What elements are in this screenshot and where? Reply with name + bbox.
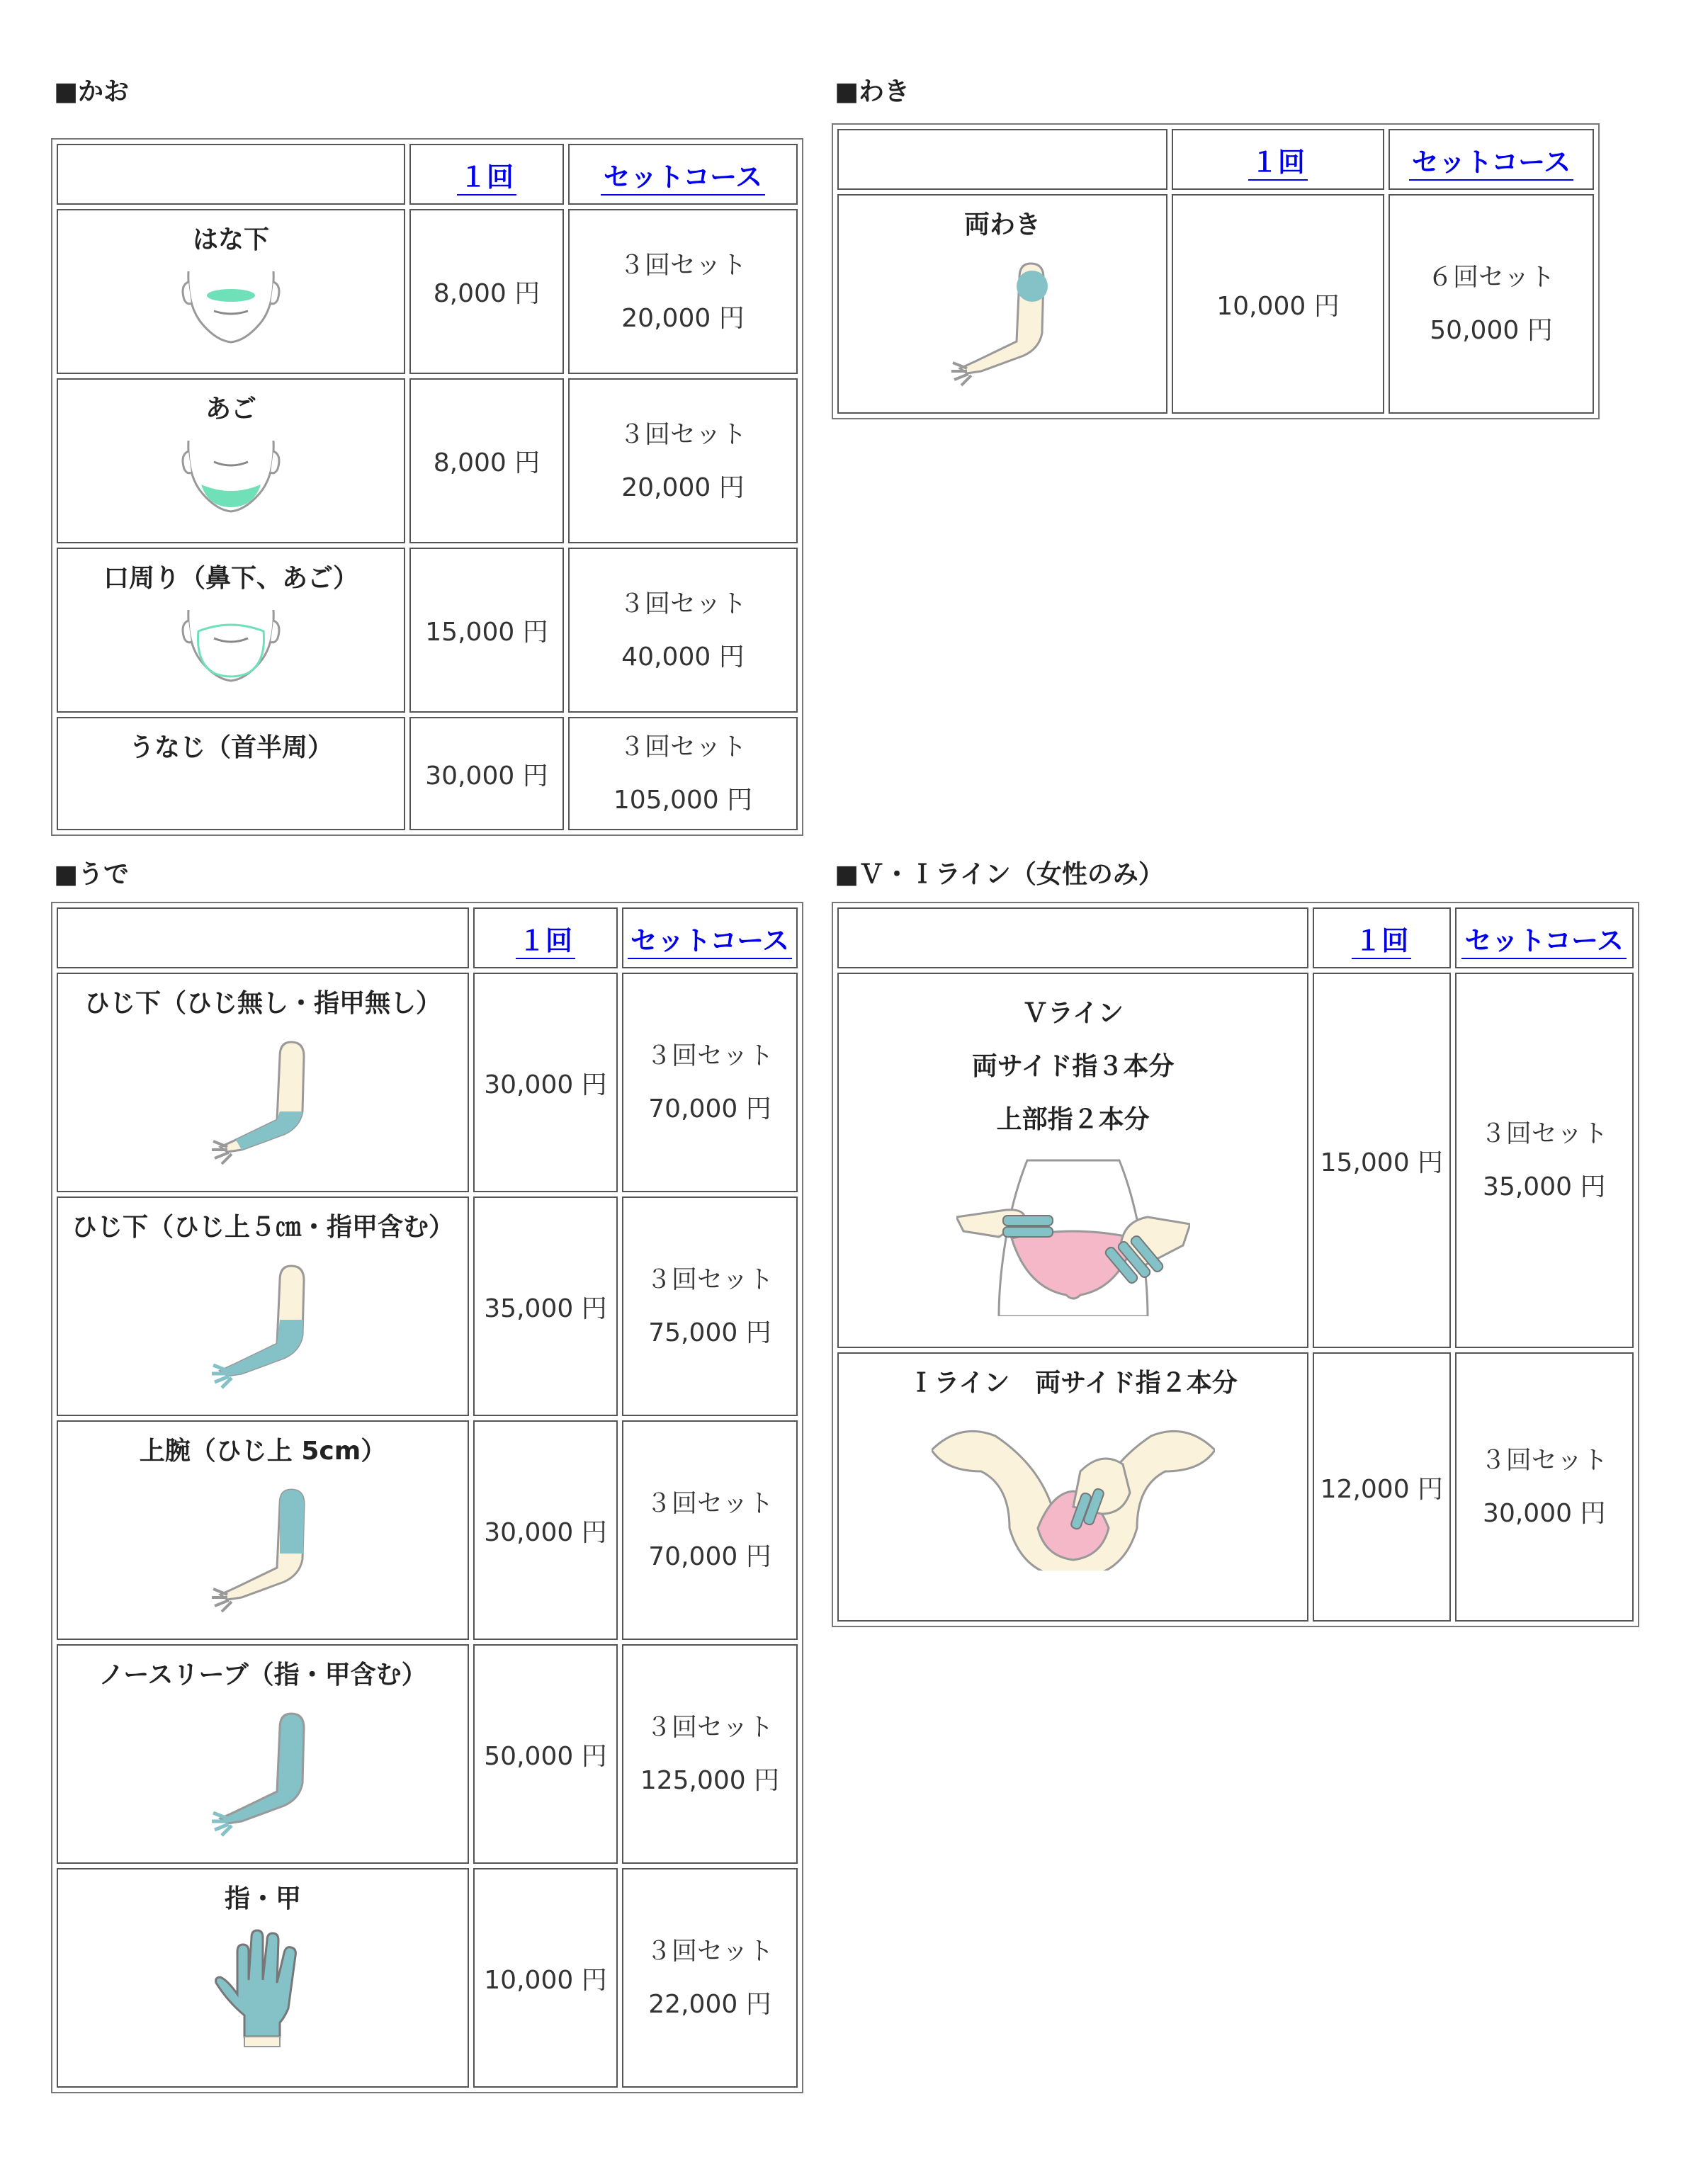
set-count: ３回セット bbox=[618, 250, 747, 280]
set-price: 35,000 円 bbox=[1483, 1172, 1606, 1201]
area-name: 口周り（鼻下、あご） bbox=[103, 564, 358, 593]
table-header-row bbox=[837, 129, 1594, 190]
table-row bbox=[57, 548, 798, 713]
area-name-detail: 両サイド指３本分 bbox=[971, 1052, 1175, 1081]
set-count: ３回セット bbox=[645, 1937, 774, 1966]
once-link[interactable]: １回 bbox=[457, 162, 516, 196]
section-heading: ■Ｖ・Ｉライン（女性のみ） bbox=[835, 860, 1164, 889]
set-price: 40,000 円 bbox=[621, 642, 745, 672]
set-cell bbox=[622, 973, 798, 1192]
set-price: 30,000 円 bbox=[1483, 1499, 1606, 1528]
area-name: あご bbox=[205, 395, 256, 424]
area-cell bbox=[57, 1644, 469, 1864]
area-cell bbox=[57, 548, 405, 713]
arm-full-icon bbox=[192, 1699, 334, 1841]
table-row bbox=[57, 973, 798, 1192]
header-blank bbox=[57, 907, 469, 968]
area-name-detail: 上部指２本分 bbox=[996, 1105, 1150, 1134]
arm-price-table bbox=[51, 902, 803, 2093]
set-count: ３回セット bbox=[645, 1489, 774, 1518]
table-header-row bbox=[57, 144, 798, 205]
area-cell bbox=[57, 1868, 469, 2088]
arm-underarm-icon bbox=[932, 249, 1073, 391]
area-cell bbox=[57, 209, 405, 374]
hand-icon bbox=[206, 1923, 319, 2051]
table-row bbox=[837, 973, 1634, 1348]
area-name: Ｖライン bbox=[1022, 999, 1124, 1028]
header-set bbox=[1389, 129, 1594, 190]
set-price: 75,000 円 bbox=[648, 1318, 771, 1347]
set-count: ３回セット bbox=[645, 1041, 774, 1070]
set-course-link[interactable]: セットコース bbox=[601, 162, 766, 196]
set-price: 125,000 円 bbox=[640, 1766, 780, 1795]
set-price: 20,000 円 bbox=[621, 303, 745, 333]
set-cell bbox=[1389, 194, 1594, 414]
set-cell bbox=[568, 378, 798, 543]
set-count: ３回セット bbox=[618, 589, 747, 618]
set-course-link[interactable]: セットコース bbox=[1461, 925, 1627, 959]
area-cell bbox=[837, 1352, 1308, 1622]
set-cell bbox=[568, 548, 798, 713]
set-count: ３回セット bbox=[618, 419, 747, 449]
face-chin-icon bbox=[167, 434, 295, 519]
arm-upper-icon bbox=[192, 1476, 334, 1617]
face-price-table bbox=[51, 138, 803, 836]
area-name: うなじ（首半周） bbox=[128, 733, 333, 762]
set-price: 50,000 円 bbox=[1430, 316, 1553, 345]
table-row bbox=[837, 194, 1594, 414]
set-price: 70,000 円 bbox=[648, 1542, 771, 1571]
area-cell bbox=[57, 973, 469, 1192]
arm-forearm-icon bbox=[192, 1028, 334, 1170]
set-price: 20,000 円 bbox=[621, 473, 745, 502]
once-price: 12,000 円 bbox=[1313, 1352, 1450, 1622]
table-row bbox=[57, 717, 798, 830]
header-once bbox=[1313, 907, 1450, 968]
table-row bbox=[57, 378, 798, 543]
area-name: 上腕（ひじ上 5cm） bbox=[139, 1437, 387, 1466]
area-name: 両わき bbox=[963, 210, 1041, 239]
area-name: ひじ下（ひじ上５㎝・指甲含む） bbox=[71, 1213, 454, 1242]
once-price: 50,000 円 bbox=[473, 1644, 618, 1864]
area-cell bbox=[57, 1196, 469, 1416]
once-price: 8,000 円 bbox=[409, 209, 564, 374]
once-link[interactable]: １回 bbox=[1248, 147, 1308, 181]
once-price: 30,000 円 bbox=[409, 717, 564, 830]
once-price: 30,000 円 bbox=[473, 1420, 618, 1640]
set-count: ３回セット bbox=[645, 1265, 774, 1294]
once-price: 8,000 円 bbox=[409, 378, 564, 543]
header-once bbox=[473, 907, 618, 968]
set-price: 22,000 円 bbox=[648, 1990, 771, 2019]
header-blank bbox=[837, 907, 1308, 968]
once-price: 15,000 円 bbox=[1313, 973, 1450, 1348]
once-link[interactable]: １回 bbox=[1352, 925, 1411, 959]
set-cell bbox=[622, 1196, 798, 1416]
area-name: はな下 bbox=[192, 225, 269, 254]
area-name: Ｉライン 両サイド指２本分 bbox=[908, 1369, 1238, 1398]
arm-forearm-hand-icon bbox=[192, 1252, 334, 1393]
area-cell bbox=[57, 378, 405, 543]
arm-section bbox=[54, 857, 129, 893]
table-row bbox=[837, 1352, 1634, 1622]
section-heading: ■かお bbox=[54, 77, 130, 106]
section-heading: ■わき bbox=[835, 77, 910, 106]
table-row bbox=[57, 1196, 798, 1416]
set-cell bbox=[1455, 1352, 1634, 1622]
table-row bbox=[57, 209, 798, 374]
underarm-price-table bbox=[832, 123, 1600, 419]
header-once bbox=[409, 144, 564, 205]
once-price: 10,000 円 bbox=[1172, 194, 1384, 414]
table-header-row bbox=[837, 907, 1634, 968]
header-set bbox=[568, 144, 798, 205]
once-price: 35,000 円 bbox=[473, 1196, 618, 1416]
table-row bbox=[57, 1420, 798, 1640]
v-line-icon bbox=[956, 1153, 1190, 1316]
set-count: ３回セット bbox=[1480, 1119, 1608, 1148]
header-once bbox=[1172, 129, 1384, 190]
set-course-link[interactable]: セットコース bbox=[1409, 147, 1574, 181]
vio-section bbox=[835, 857, 1164, 893]
area-cell bbox=[837, 973, 1308, 1348]
set-course-link[interactable]: セットコース bbox=[628, 925, 793, 959]
area-name: ひじ下（ひじ無し・指甲無し） bbox=[84, 989, 441, 1018]
header-blank bbox=[837, 129, 1167, 190]
table-row bbox=[57, 1644, 798, 1864]
section-heading: ■うで bbox=[54, 860, 130, 889]
area-cell bbox=[57, 717, 405, 830]
area-name: ノースリーブ（指・甲含む） bbox=[98, 1660, 427, 1690]
table-header-row bbox=[57, 907, 798, 968]
vio-price-table bbox=[832, 902, 1639, 1627]
underarm-section bbox=[835, 74, 910, 110]
i-line-icon bbox=[932, 1408, 1215, 1571]
face-under-nose-icon bbox=[167, 264, 295, 349]
once-link[interactable]: １回 bbox=[516, 925, 575, 959]
area-cell bbox=[57, 1420, 469, 1640]
set-count: ３回セット bbox=[1480, 1446, 1608, 1475]
face-mouth-icon bbox=[167, 603, 295, 688]
set-price: 70,000 円 bbox=[648, 1094, 771, 1124]
set-cell bbox=[622, 1420, 798, 1640]
once-price: 15,000 円 bbox=[409, 548, 564, 713]
once-price: 10,000 円 bbox=[473, 1868, 618, 2088]
set-count: ３回セット bbox=[618, 732, 747, 762]
set-cell bbox=[622, 1644, 798, 1864]
face-section bbox=[54, 74, 129, 110]
set-cell bbox=[568, 717, 798, 830]
set-cell bbox=[622, 1868, 798, 2088]
set-count: ６回セット bbox=[1427, 263, 1555, 292]
header-set bbox=[1455, 907, 1634, 968]
area-name: 指・甲 bbox=[224, 1884, 301, 1913]
set-cell bbox=[568, 209, 798, 374]
area-cell bbox=[837, 194, 1167, 414]
header-set bbox=[622, 907, 798, 968]
table-row bbox=[57, 1868, 798, 2088]
set-count: ３回セット bbox=[645, 1713, 774, 1742]
set-cell bbox=[1455, 973, 1634, 1348]
set-price: 105,000 円 bbox=[613, 786, 753, 815]
once-price: 30,000 円 bbox=[473, 973, 618, 1192]
header-blank bbox=[57, 144, 405, 205]
